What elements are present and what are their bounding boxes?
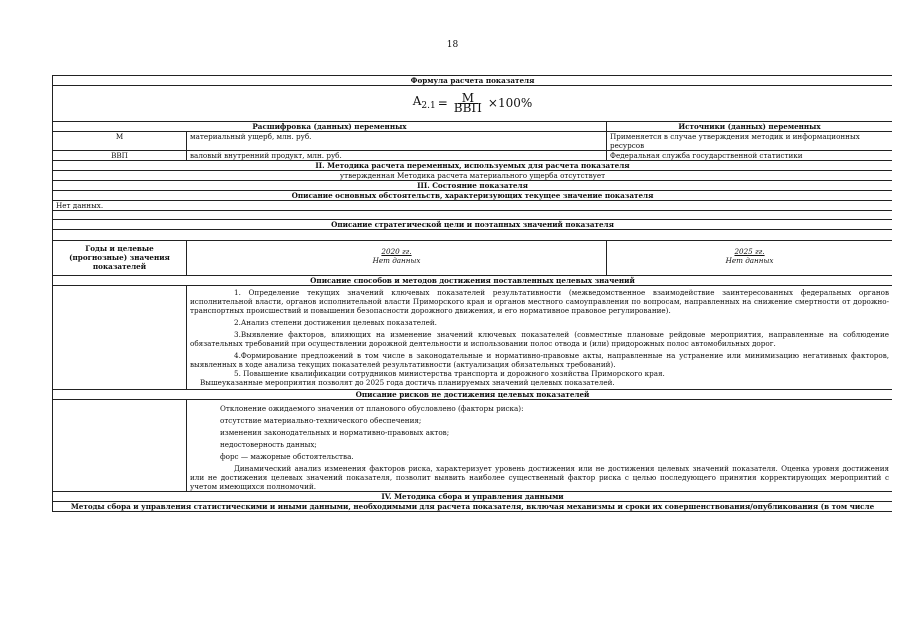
methods-body xyxy=(187,286,893,390)
variable-row xyxy=(53,151,893,161)
methods-left-blank xyxy=(53,286,187,390)
risks-left-blank xyxy=(53,400,187,492)
page-number: 18 xyxy=(446,40,459,50)
methods-header: Описание способов и методов достижения поставленных целевых значений xyxy=(53,276,893,286)
section-2-text: утвержденная Методика расчета материального ущерба отсутствует xyxy=(53,171,893,181)
formula-numerator: M xyxy=(458,94,478,104)
target-year: 2020 гг. xyxy=(381,247,412,256)
methods-paragraph: 2.Анализ степени достижения целевых показателей. xyxy=(234,318,437,327)
target-2025 xyxy=(607,241,893,276)
methods-paragraph: 3.Выявление факторов, влияющих на изменение значений ключевых показателей (совместные плановые рейдовые мероприятия, направленные на соблюдение обязательных требований при осуществлении дорожной деятельности и использовании полос отвода и (или) придорожных полос автомобильных дорог. xyxy=(190,330,890,348)
target-value: Нет данных xyxy=(372,256,421,265)
target-value: Нет данных xyxy=(725,256,774,265)
variables-header-right: Источники (данных) переменных xyxy=(607,122,893,132)
formula-cell xyxy=(53,86,893,122)
formula-lhs-subscript: 2.1 xyxy=(421,100,436,111)
methods-paragraph: 4.Формирование предложений в том числе в законодательные и нормативно-правовые акты, направленные на устранение или минимизацию негативных факторов, выявленных в ходе анализа текущих показателей результативности (актуализация обязательных требований). xyxy=(190,351,890,369)
formula-multiplier: ×100% xyxy=(487,96,533,110)
risks-header: Описание рисков не достижения целевых показателей xyxy=(53,390,893,400)
variable-symbol: M xyxy=(53,132,187,151)
variable-description: валовый внутренний продукт, млн. руб. xyxy=(187,151,607,161)
blank-row xyxy=(53,211,893,220)
section-4-subheader: Методы сбора и управления статистическими и иными данными, необходимыми для расчета показателя, включая механизмы и сроки их совершенствования/опубликования (в том числе xyxy=(53,502,893,512)
variable-description: материальный ущерб, млн. руб. xyxy=(187,132,607,151)
formula-expression xyxy=(412,91,533,115)
target-year: 2025 гг. xyxy=(734,247,765,256)
variables-header-left: Расшифровка (данных) переменных xyxy=(53,122,607,132)
formula-lhs: $A_{2.1}$ xyxy=(412,93,436,111)
targets-row xyxy=(53,241,893,276)
targets-row-label: Годы и целевые (прогнозные) значения показателей xyxy=(53,241,187,276)
variable-source: Применяется в случае утверждения методик и информационных ресурсов xyxy=(607,132,893,151)
section-4-title: IV. Методика сбора и управления данными xyxy=(53,492,893,502)
blank-row xyxy=(53,230,893,241)
methods-paragraph: Вышеуказанные мероприятия позволят до 2025 года достичь планируемых значений целевых показателей. xyxy=(200,378,615,387)
formula-fraction xyxy=(450,91,486,115)
target-2020 xyxy=(187,241,607,276)
risk-line: недостоверность данных; xyxy=(220,440,317,449)
variable-source: Федеральная служба государственной статистики xyxy=(607,151,893,161)
risk-line: форс — мажорные обстоятельства. xyxy=(220,452,354,461)
methods-paragraph: 5. Повышение квалификации сотрудников министерства транспорта и дорожного хозяйства Приморского края. xyxy=(234,369,665,378)
formula-denominator: ВВП xyxy=(453,101,482,115)
indicator-passport-table xyxy=(52,75,892,640)
risk-line: отсутствие материально-технического обеспечения; xyxy=(220,416,422,425)
variable-row xyxy=(53,132,893,151)
current-state-text: Нет данных. xyxy=(53,201,893,211)
current-state-header: Описание основных обстоятельств, характеризующих текущее значение показателя xyxy=(53,191,893,201)
risk-line: Отклонение ожидаемого значения от планового обусловлено (факторы риска): xyxy=(220,404,524,413)
variable-symbol: ВВП xyxy=(53,151,187,161)
strategic-goal-header: Описание стратегической цели и поэтапных значений показателя xyxy=(53,220,893,230)
risk-line: изменения законодательных и нормативно-правовых актов; xyxy=(220,428,450,437)
methods-paragraph: 1. Определение текущих значений ключевых показателей результативности (межведомственное взаимодействие заинтересованных федеральных органов исполнительной власти, органов исполнительной власти Приморского края и органов местного самоуправления по вопросам, направленных на снижение смертности от дорожно-транспортных происшествий и повышения безопасности дорожного движения, и его нормативное правовое регулирование). xyxy=(190,288,890,315)
risk-analysis: Динамический анализ изменения факторов риска, характеризует уровень достижения или не достижения целевых значений показателя. Оценка уровня достижения или не достижения целевых значений показателя, позволит выявить наиболее существенный фактор риска с целью последующего принятия корректирующих мероприятий с учетом имеющихся полномочий. xyxy=(190,464,890,491)
section-3-title: III. Состояние показателя xyxy=(53,181,893,191)
formula-header: Формула расчета показателя xyxy=(53,76,893,86)
formula-equals: = xyxy=(437,96,448,110)
section-2-title: II. Методика расчета переменных, используемых для расчета показателя xyxy=(53,161,893,171)
risks-body xyxy=(187,400,893,492)
